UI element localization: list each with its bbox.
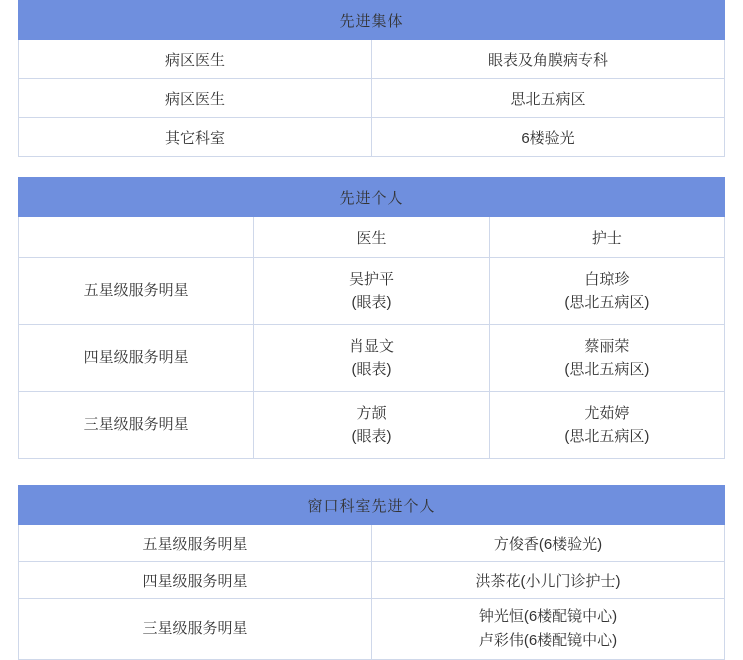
doctor-cell <box>254 325 489 392</box>
table-row <box>19 1 725 40</box>
column-header-nurse: 护士 <box>489 217 724 258</box>
table-row <box>19 486 725 525</box>
nurse-cell <box>489 325 724 392</box>
row-value: 思北五病区 <box>372 79 725 118</box>
nurse-dept: (思北五病区) <box>564 361 650 378</box>
row-label: 三星级服务明星 <box>19 599 372 660</box>
doctor-cell <box>254 392 489 459</box>
nurse-name: 白琼珍 <box>584 270 630 288</box>
row-label: 五星级服务明星 <box>19 258 254 325</box>
table-row <box>19 79 725 118</box>
row-value: 方俊香(6楼验光) <box>372 525 725 562</box>
row-label: 五星级服务明星 <box>19 525 372 562</box>
doctor-dept: (眼表) <box>351 294 392 311</box>
row-label: 三星级服务明星 <box>19 392 254 459</box>
section-title-window: 窗口科室先进个人 <box>19 486 725 525</box>
row-label: 四星级服务明星 <box>19 562 372 599</box>
table-row <box>19 40 725 79</box>
doctor-dept: (眼表) <box>351 361 392 378</box>
doctor-cell <box>254 258 489 325</box>
doctor-name: 方颉 <box>356 404 387 422</box>
table-row <box>19 178 725 217</box>
section-title-individual: 先进个人 <box>19 178 725 217</box>
nurse-dept: (思北五病区) <box>564 294 650 311</box>
doctor-dept: (眼表) <box>351 428 392 445</box>
table-row <box>19 525 725 562</box>
row-value <box>372 599 725 660</box>
section-spacer <box>0 459 743 485</box>
nurse-name: 蔡丽荣 <box>584 337 630 355</box>
individual-table <box>18 177 725 459</box>
nurse-dept: (思北五病区) <box>564 428 650 445</box>
nurse-cell <box>489 392 724 459</box>
row-value: 洪茶花(小儿门诊护士) <box>372 562 725 599</box>
nurse-name: 尤茹婷 <box>584 404 630 422</box>
table-row <box>19 217 725 258</box>
doctor-name: 肖显文 <box>348 337 394 355</box>
table-row <box>19 118 725 157</box>
column-header-blank <box>19 217 254 258</box>
table-row <box>19 562 725 599</box>
row-label: 四星级服务明星 <box>19 325 254 392</box>
row-value: 6楼验光 <box>372 118 725 157</box>
table-row <box>19 325 725 392</box>
nurse-cell <box>489 258 724 325</box>
table-row <box>19 599 725 660</box>
row-label: 病区医生 <box>19 79 372 118</box>
row-label: 其它科室 <box>19 118 372 157</box>
table-row <box>19 392 725 459</box>
doctor-name: 吴护平 <box>348 270 394 288</box>
table-row <box>19 258 725 325</box>
row-value: 眼表及角膜病专科 <box>372 40 725 79</box>
section-spacer <box>0 157 743 177</box>
collective-table <box>18 0 725 157</box>
row-value-line-2: 卢彩伟(6楼配镜中心) <box>478 632 618 649</box>
window-dept-table <box>18 485 725 660</box>
row-label: 病区医生 <box>19 40 372 79</box>
column-header-doctor: 医生 <box>254 217 489 258</box>
row-value-line-1: 钟光恒(6楼配镜中心) <box>478 608 618 625</box>
section-title-collective: 先进集体 <box>19 1 725 40</box>
